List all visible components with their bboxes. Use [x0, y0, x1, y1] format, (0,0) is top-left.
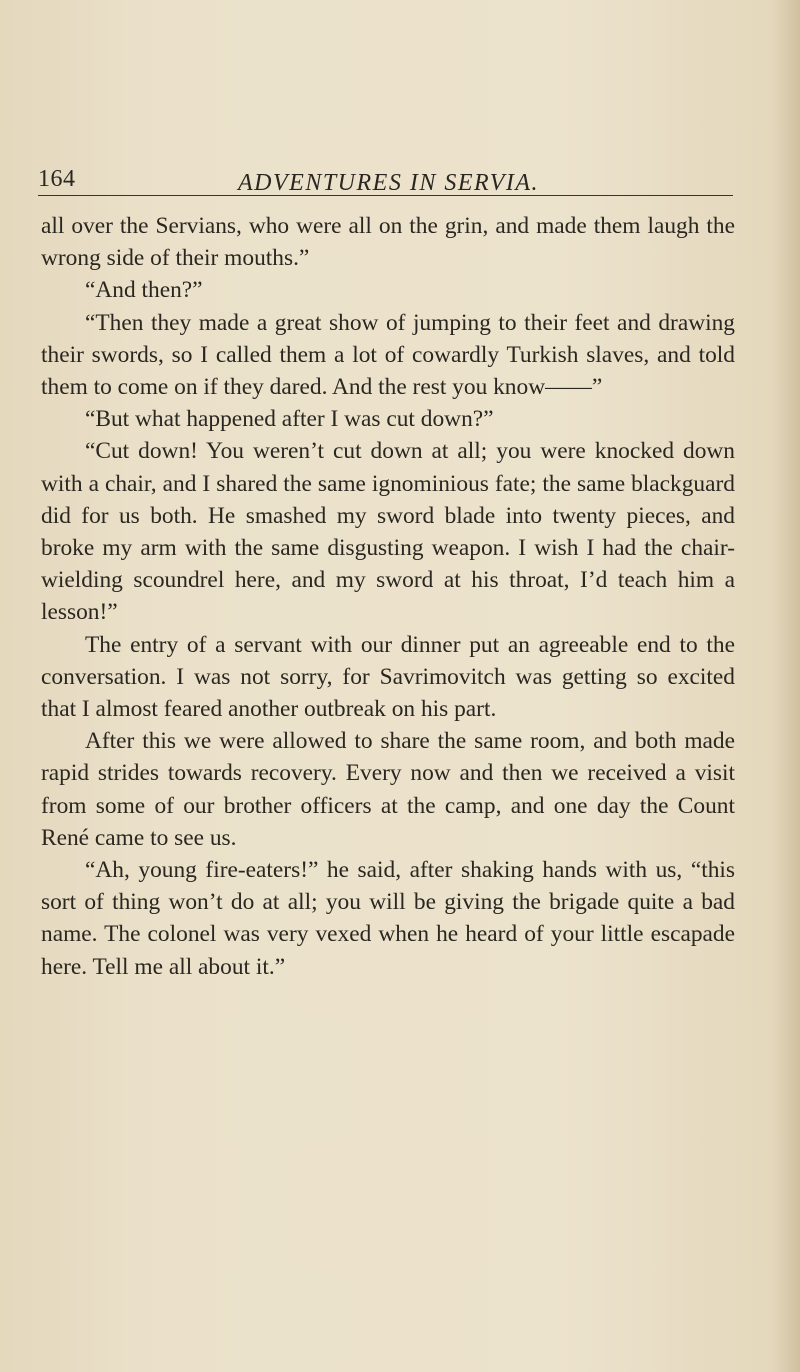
page-header [38, 160, 738, 196]
paragraph: all over the Servians, who were all on the grin, and made them laugh the wrong side of their mouths.” [41, 213, 735, 272]
page-edge-shadow [772, 0, 800, 1372]
running-head: ADVENTURES IN SERVIA. [238, 170, 540, 196]
paragraph: “But what happened after I was cut down?” [85, 406, 494, 433]
page-number: 164 [38, 166, 76, 192]
body-text [41, 210, 735, 983]
paragraph: “Then they made a great show of jumping to their feet and drawing their swords, so I called them a lot of cowardly Turkish slaves, and told them to come on if they dared. And the rest you know——” [41, 309, 735, 401]
paragraph: After this we were allowed to share the same room, and both made rapid strides towards recovery. Every now and then we received a visit from some of our brother officers at the camp, and one day the Count René came to see us. [41, 728, 735, 851]
paragraph: “Cut down! You weren’t cut down at all; you were knocked down with a chair, and I shared the same ignominious fate; the same blackguard did for us both. He smashed my sword blade into twenty pieces, and broke my arm with the same disgusting weapon. I wish I had the chair-wielding scoundrel here, and my sword at his throat, I’d teach him a lesson!” [41, 438, 735, 626]
paragraph: “Ah, young fire-eaters!” he said, after shaking hands with us, “this sort of thing won’t do at all; you will be giving the brigade quite a bad name. The colonel was very vexed when he heard of your little escapade here. Tell me all about it.” [41, 857, 735, 980]
paragraph: “And then?” [85, 277, 203, 304]
paragraph: The entry of a servant with our dinner put an agreeable end to the conversation. I was not sorry, for Savrimovitch was getting so excited that I almost feared another outbreak on his part. [41, 631, 735, 723]
header-rule [38, 195, 733, 196]
